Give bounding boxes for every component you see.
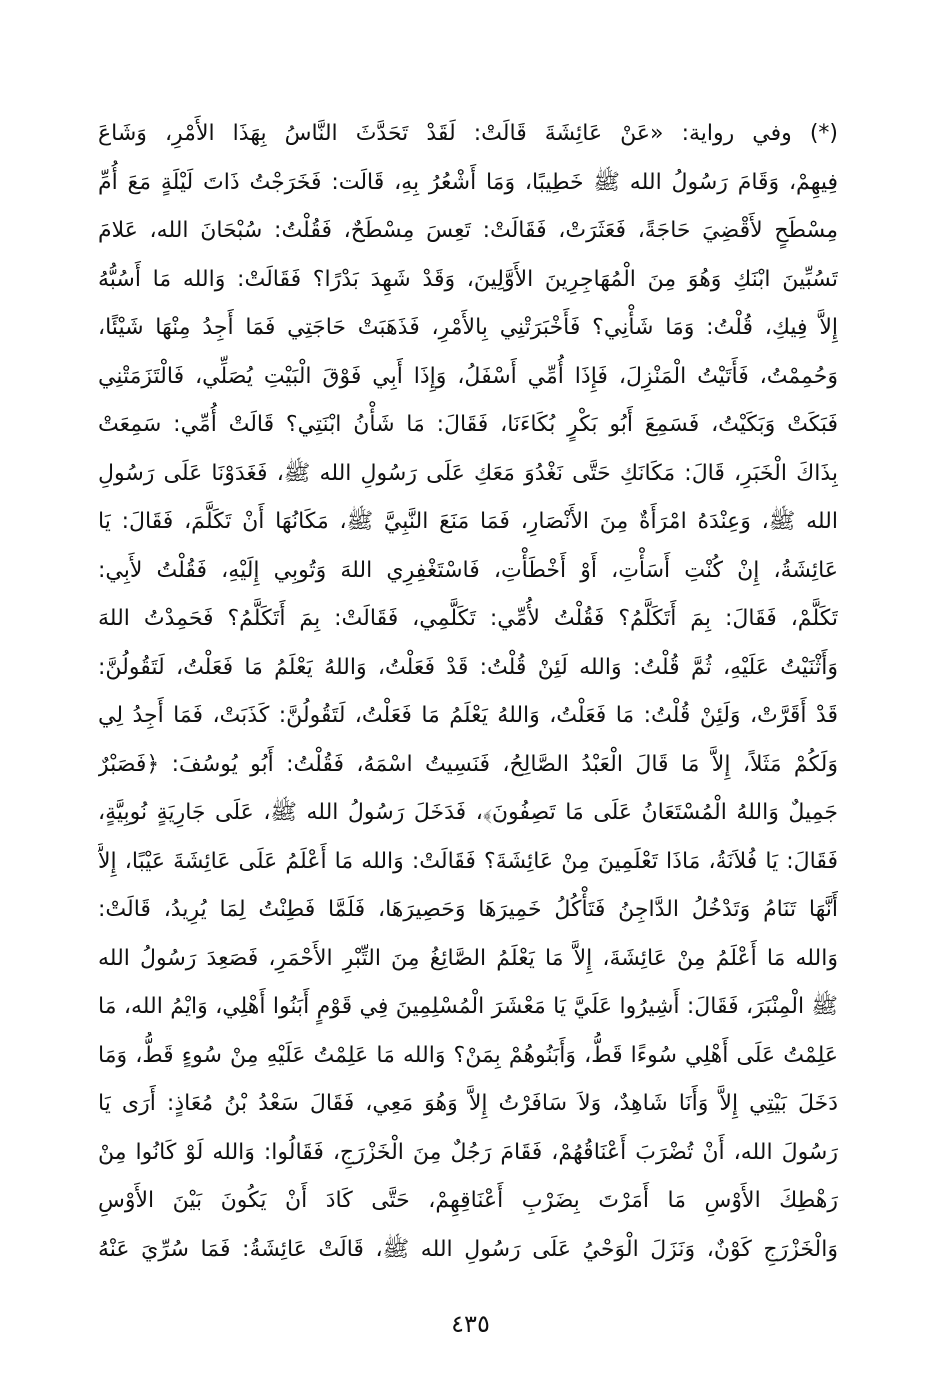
text-line: جَمِيلٌ وَاللهُ الْمُسْتَعَانُ عَلَى مَا تَصِفُونَ﴾، فَدَخَلَ رَسُولُ الله ﷺ، عَلَى جَارِيَةٍ نُوبِيَّةٍ،	[98, 800, 838, 825]
text-line: قَدْ أَقَرَّتْ، وَلَئِنْ قُلْتُ: مَا فَعَلْتُ، وَاللهُ يَعْلَمُ مَا فَعَلْتُ، لَتَقُولُنَّ: كَذَبَتْ، فَمَا أَجِدُ لِي	[98, 703, 838, 728]
text-line: وَأَثْنَيْتُ عَلَيْهِ، ثُمَّ قُلْتُ: وَالله لَئِنْ قُلْتُ: قَدْ فَعَلْتُ، وَاللهُ يَعْلَمُ مَا فَعَلْتُ، لَتَقُولُنَّ:	[98, 654, 838, 680]
text-line: وَالله مَا أَعْلَمُ مِنْ عَائِشَةَ، إِلاَّ مَا يَعْلَمُ الصَّائِغُ مِنَ التِّبْرِ الأَحْمَرِ، فَصَعِدَ رَسُولُ الله	[98, 945, 838, 971]
text-line: وَالْخَزْرَجِ كَوْنٌ، وَنَزَلَ الْوَحْيُ عَلَى رَسُولِ الله ﷺ، قَالَتْ عَائِشَةُ: فَمَا سُرِّيَ عَنْهُ	[98, 1236, 838, 1262]
text-line: بِذَاكَ الْخَبَرِ، قَالَ: مَكَانَكِ حَتَّى نَغْدُوَ مَعَكِ عَلَى رَسُولِ الله ﷺ، فَغَدَوْنَا عَلَى رَسُولِ	[98, 460, 838, 486]
text-line: فَقَالَ: يَا فُلاَنَةُ، مَاذَا تَعْلَمِينَ مِنْ عَائِشَةَ؟ فَقَالَتْ: وَالله مَا أَعْلَمُ عَلَى عَائِشَةَ عَيْبًا، إِلاَّ	[98, 848, 838, 874]
text-line: أَنَّهَا تَنَامُ وَتَدْخُلُ الدَّاجِنُ فَتَأْكُلُ خَمِيرَهَا وَحَصِيرَهَا، فَلَمَّا فَطِنْتُ لِمَا يُرِيدُ، قَالَتْ:	[98, 897, 838, 922]
text-line: فَبَكَتْ وَبَكَيْتُ، فَسَمِعَ أَبُو بَكْرٍ بُكَاءَنَا، فَقَالَ: مَا شَأْنُ ابْنَتِي؟ قَالَتْ أُمِّي: سَمِعَتْ	[98, 412, 838, 437]
body-text	[98, 110, 838, 1274]
text-line: مِسْطَحٍ لأَقْضِيَ حَاجَةً، فَعَثَرَتْ، فَقَالَتْ: تَعِسَ مِسْطَحٌ، فَقُلْتُ: سُبْحَانَ الله، عَلامَ	[98, 218, 838, 243]
text-line: وَحُمِمْتُ، فَأَتَيْتُ الْمَنْزِلَ، فَإِذَا أُمِّي أَسْفَلُ، وَإِذَا أَبِي فَوْقَ الْبَيْتِ يُصَلِّي، فَالْتَزَمَتْنِي	[98, 363, 838, 389]
text-line: فِيهِمْ، وَقَامَ رَسُولُ الله ﷺ خَطِيبًا، وَمَا أَشْعُرُ بِهِ، قَالَت: فَخَرَجْتُ ذَاتَ لَيْلَةٍ مَعَ أُمِّ	[98, 169, 838, 195]
text-line: عَلِمْتُ عَلَى أَهْلِي سُوءًا قَطُّ، وَأَبَنُوهُمْ بِمَنْ؟ وَالله مَا عَلِمْتُ عَلَيْهِ مِنْ سُوءٍ قَطُّ، وَمَا	[98, 1042, 838, 1068]
text-line: ﷺ الْمِنْبَرَ، فَقَالَ: أَشِيرُوا عَلَيَّ يَا مَعْشَرَ الْمُسْلِمِينَ فِي قَوْمٍ أَبَنُوا أَهْلِي، وَايْمُ الله، مَا	[98, 994, 838, 1019]
text-line: إِلاَّ فِيكِ، قُلْتُ: وَمَا شَأْنِي؟ فَأَخْبَرَتْنِي بِالأَمْرِ، فَذَهَبَتْ حَاجَتِي فَمَا أَجِدُ مِنْهَا شَيْئًا،	[98, 315, 838, 340]
text-line: تَسُبِّينَ ابْنَكِ وَهُوَ مِنَ الْمُهَاجِرِينَ الأَوَّلِينَ، وَقَدْ شَهِدَ بَدْرًا؟ فَقَالَتْ: وَالله مَا أَسُبُّهُ	[98, 266, 838, 292]
text-line: رَهْطِكَ الأَوْسِ مَا أَمَرْتَ بِضَرْبِ أَعْنَاقِهِمْ، حَتَّى كَادَ أَنْ يَكُونَ بَيْنَ الأَوْسِ	[98, 1188, 838, 1213]
text-line: الله ﷺ، وَعِنْدَهُ امْرَأَةٌ مِنَ الأَنْصَارِ، فَمَا مَنَعَ النَّبِيَّ ﷺ، مَكَانُهَا أَنْ تَكَلَّمَ، فَقَالَ: يَا	[98, 509, 838, 534]
text-line: تَكَلَّمْ، فَقَالَ: بِمَ أَتَكَلَّمُ؟ فَقُلْتُ لأُمِّي: تَكَلَّمِي، فَقَالَتْ: بِمَ أَتَكَلَّمُ؟ فَحَمِدْتُ اللهَ	[98, 606, 838, 631]
text-line: عَائِشَةُ، إِنْ كُنْتِ أَسَأْتِ، أَوْ أَخْطَأْتِ، فَاسْتَغْفِرِي اللهَ وَتُوبِي إِلَيْهِ، فَقُلْتُ لأَبِي:	[98, 557, 838, 583]
text-line: (*) وفي رواية: «عَنْ عَائِشَةَ قَالَتْ: لَقَدْ تَحَدَّثَ النَّاسُ بِهَذَا الأَمْرِ، وَشَاعَ	[98, 121, 838, 146]
text-line: دَخَلَ بَيْتِي إِلاَّ وَأَنَا شَاهِدٌ، وَلاَ سَافَرْتُ إِلاَّ وَهُوَ مَعِي، فَقَالَ سَعْدُ بْنُ مُعَاذٍ: أَرَى يَا	[98, 1091, 838, 1116]
text-line: وَلَكُمْ مَثَلاً، إِلاَّ مَا قَالَ الْعَبْدُ الصَّالِحُ، فَنَسِيتُ اسْمَهُ، فَقُلْتُ: أَبُو يُوسُفَ: ﴿فَصَبْرٌ	[98, 751, 838, 777]
page-number: ٤٣٥	[451, 1310, 490, 1338]
text-line: رَسُولَ الله، أَنْ تُضْرَبَ أَعْنَاقُهُمْ، فَقَامَ رَجُلٌ مِنَ الْخَزْرَجِ، فَقَالُوا: وَالله لَوْ كَانُوا مِنْ	[98, 1139, 838, 1165]
